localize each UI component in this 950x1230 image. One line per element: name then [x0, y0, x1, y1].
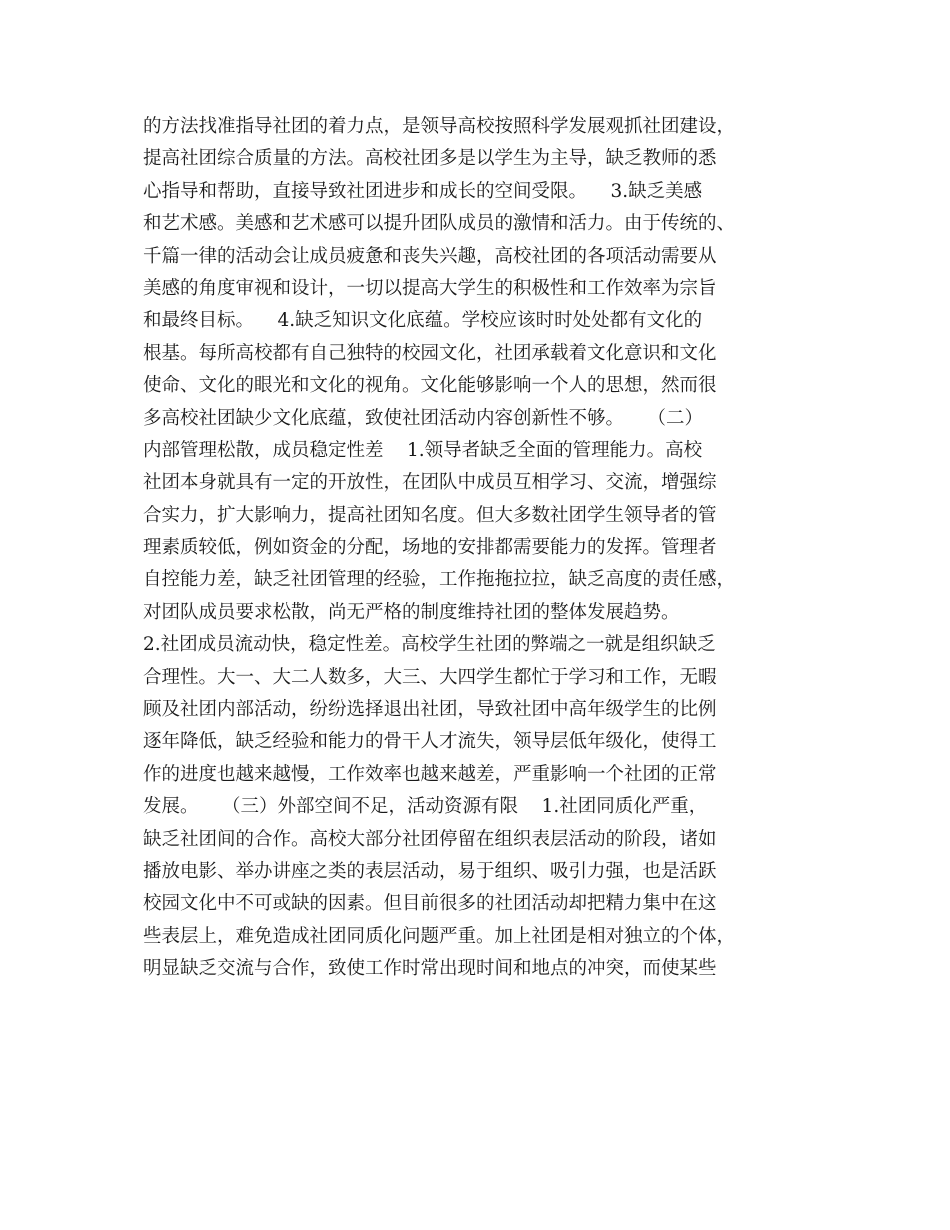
text-line: 提高社团综合质量的方法。高校社团多是以学生为主导，缺乏教师的悉 — [143, 148, 717, 170]
text-line: 顾及社团内部活动，纷纷选择退出社团，导致社团中高年级学生的比例 — [143, 699, 717, 721]
text-line: 作的进度也越来越慢，工作效率也越来越差，严重影响一个社团的正常 — [143, 763, 717, 785]
body-text — [143, 111, 813, 986]
text-line: 些表层上，难免造成社团同质化问题严重。加上社团是相对独立的个体， — [143, 925, 736, 947]
text-line: 使命、文化的眼光和文化的视角。文化能够影响一个人的思想，然而很 — [143, 375, 717, 397]
text-line: 内部管理松散，成员稳定性差 1.领导者缺乏全面的管理能力。高校 — [143, 439, 703, 461]
text-line: 心指导和帮助，直接导致社团进步和成长的空间受限。 3.缺乏美感 — [143, 180, 703, 202]
text-line: 2.社团成员流动快，稳定性差。高校学生社团的弊端之一就是组织缺乏 — [143, 634, 716, 656]
text-line: 自控能力差，缺乏社团管理的经验，工作拖拖拉拉，缺乏高度的责任感， — [143, 569, 736, 591]
text-line: 合理性。大一、大二人数多，大三、大四学生都忙于学习和工作，无暇 — [143, 666, 717, 688]
text-line: 校园文化中不可或缺的因素。但目前很多的社团活动却把精力集中在这 — [143, 893, 717, 915]
text-line: 理素质较低，例如资金的分配，场地的安排都需要能力的发挥。管理者 — [143, 537, 717, 559]
text-line: 和最终目标。 4.缺乏知识文化底蕴。学校应该时时处处都有文化的 — [143, 310, 703, 332]
text-line: 的方法找准指导社团的着力点，是领导高校按照科学发展观抓社团建设， — [143, 116, 736, 137]
text-line: 播放电影、举办讲座之类的表层活动，易于组织、吸引力强，也是活跃 — [143, 860, 717, 882]
text-line: 合实力，扩大影响力，提高社团知名度。但大多数社团学生领导者的管 — [143, 504, 717, 526]
text-line: 逐年降低，缺乏经验和能力的骨干人才流失，领导层低年级化，使得工 — [143, 731, 717, 753]
text-line: 和艺术感。美感和艺术感可以提升团队成员的激情和活力。由于传统的、 — [143, 213, 736, 235]
text-line: 社团本身就具有一定的开放性，在团队中成员互相学习、交流，增强综 — [143, 472, 717, 494]
text-line: 发展。 （三）外部空间不足，活动资源有限 1.社团同质化严重， — [143, 796, 708, 818]
text-line: 根基。每所高校都有自己独特的校园文化，社团承载着文化意识和文化 — [143, 342, 717, 364]
text-line: 多高校社团缺少文化底蕴，致使社团活动内容创新性不够。 （二） — [143, 407, 704, 429]
text-line: 对团队成员要求松散，尚无严格的制度维持社团的整体发展趋势。 — [143, 601, 680, 623]
text-line: 千篇一律的活动会让成员疲惫和丧失兴趣，高校社团的各项活动需要从 — [143, 245, 717, 267]
text-line: 美感的角度审视和设计，一切以提高大学生的积极性和工作效率为宗旨 — [143, 277, 717, 299]
text-line: 明显缺乏交流与合作，致使工作时常出现时间和地点的冲突，而使某些 — [143, 958, 717, 980]
text-line: 缺乏社团间的合作。高校大部分社团停留在组织表层活动的阶段，诸如 — [143, 828, 717, 850]
